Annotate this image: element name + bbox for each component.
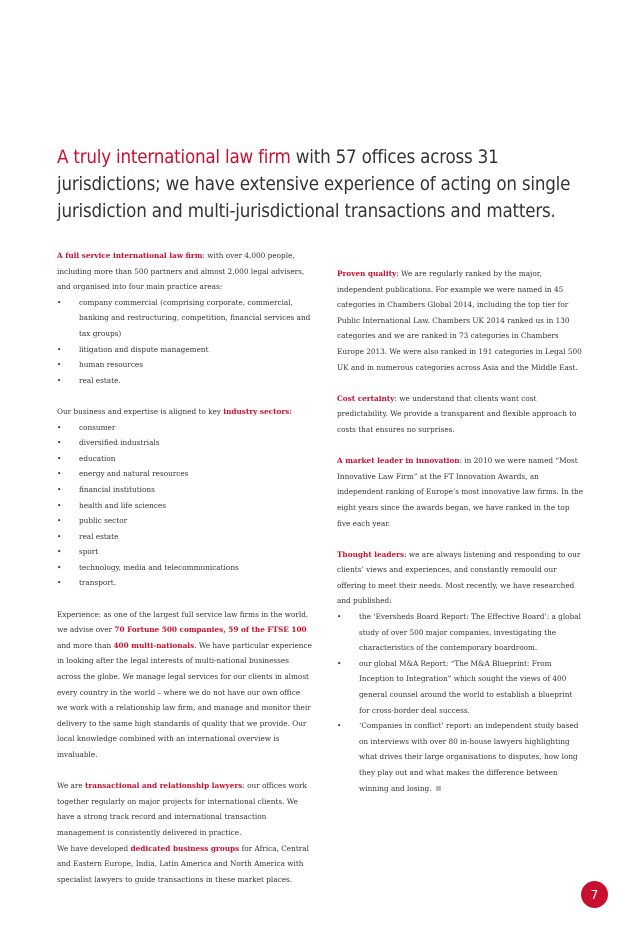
experience-paragraph: Experience: as one of the largest full service law firms in the world, we advise over 70 Fortune 500 companies, 59 of the FTSE 100 and more than 400 multi-nationals. We have particular experience in looking after the legal interests of multi-national businesses across the globe. We manage legal services for our clients in almost every country in the world – where we do not have our own office we work with a relationship law firm, and manage and monitor their delivery to the same high standards of quality that we provide. Our local knowledge combined with an international overview is invaluable. bbox=[57, 609, 312, 759]
quality-paragraph: Proven quality: We are regularly ranked by the major, independent publications. For example we were named in 45 categories in Chambers Global 2014, including the top tier for Public International Law. Chambers UK 2014 ranked us in 130 categories and we are ranked in 73 categories in Chambers Europe 2013. We were also ranked in 191 categories in Legal 500 UK and in numerous categories across Asia and the Middle East. bbox=[337, 269, 582, 372]
headline bbox=[57, 144, 597, 225]
headline-text: with 57 offices across 31 jurisdictions; we have extensive experience of acting on single jurisdiction and multi-jurisdictional transactions and matters. bbox=[57, 147, 571, 222]
headline-highlight: A truly international law firm bbox=[57, 147, 291, 168]
list-item: • company commercial (comprising corporate, commercial, banking and restructuring, competition, financial services and tax groups) bbox=[57, 295, 312, 342]
cost-paragraph: Cost certainty: we understand that clients want cost predictability. We provide a transparent and flexible approach to costs that ensures no surprises. bbox=[337, 393, 577, 434]
list-item: • financial institutions bbox=[57, 482, 312, 498]
list-item: • education bbox=[57, 451, 312, 467]
list-item: • our global M&A Report: “The M&A Blueprint: From Inception to Integration” which sought the views of 400 general counsel around the world to establish a blueprint for cross-border deal success. bbox=[337, 656, 584, 718]
page-number: 7 bbox=[581, 881, 608, 908]
list-item: • diversified industrials bbox=[57, 435, 312, 451]
list-item: • technology, media and telecommunications bbox=[57, 560, 312, 576]
sectors-intro: Our business and expertise is aligned to key industry sectors: bbox=[57, 406, 292, 416]
list-item: • health and life sciences bbox=[57, 498, 312, 514]
publications-list bbox=[337, 609, 584, 796]
list-item: • litigation and dispute management bbox=[57, 342, 312, 358]
innovation-paragraph: A market leader in innovation: in 2010 we were named “Most Innovative Law Firm” at the FT Innovation Awards, an independent ranking of Europe’s most innovative law firms. In the eight years since the awards began, we have ranked in the top five each year. bbox=[337, 456, 584, 528]
groups-paragraph: We have developed dedicated business groups for Africa, Central and Eastern Europe, India, Latin America and North America with specialist lawyers to guide transactions in these market places. bbox=[57, 843, 309, 884]
intro-paragraph: A full service international law firm: with over 4,000 people, including more than 500 partners and almost 2,000 legal advisers, and organised into four main practice areas: bbox=[57, 251, 305, 292]
transactional-paragraph: We are transactional and relationship lawyers: our offices work together regularly on major projects for international clients. We have a strong track record and international transaction management is consistently delivered in practice. bbox=[57, 781, 307, 837]
sectors-list bbox=[57, 420, 312, 592]
thought-paragraph: Thought leaders: we are always listening and responding to our clients’ views and experiences, and constantly remould our offering to meet their needs. Most recently, we have researched and published: bbox=[337, 549, 581, 606]
list-item: • human resources bbox=[57, 357, 312, 373]
list-item: • energy and natural resources bbox=[57, 466, 312, 482]
left-column bbox=[57, 248, 312, 887]
list-item: • real estate. bbox=[57, 373, 312, 389]
list-item: • real estate bbox=[57, 529, 312, 545]
list-item: • sport bbox=[57, 544, 312, 560]
practice-areas-list bbox=[57, 295, 312, 389]
intro-lead: A full service international law firm bbox=[57, 251, 203, 260]
list-item: • ‘Companies in conflict’ report: an independent study based on interviews with over 80 in-house lawyers highlighting what drives their large organisations to disputes, how long they play out and what makes the difference between winning and losing. bbox=[337, 718, 584, 796]
right-column bbox=[337, 266, 584, 796]
list-item: • the ‘Eversheds Board Report: The Effective Board’: a global study of over 500 major companies, investigating the characteristics of the contemporary boardroom. bbox=[337, 609, 584, 656]
end-mark-icon bbox=[436, 786, 441, 791]
list-item: • public sector bbox=[57, 513, 312, 529]
list-item: • consumer bbox=[57, 420, 312, 436]
list-item: • transport. bbox=[57, 575, 312, 591]
